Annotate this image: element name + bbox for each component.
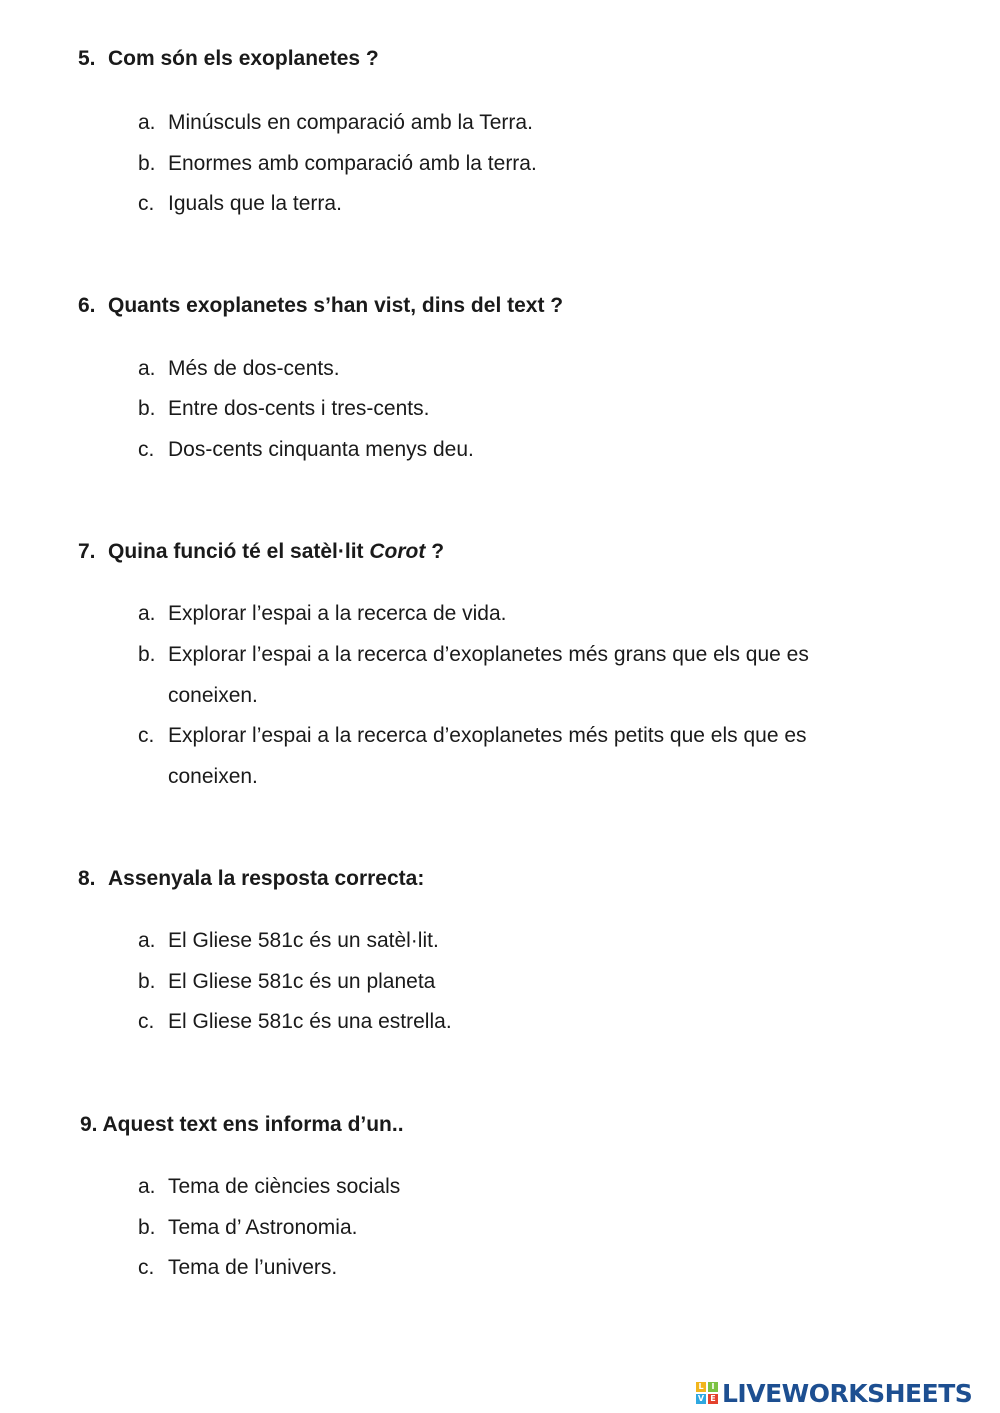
option-text: Explorar l’espai a la recerca de vida. (168, 602, 507, 625)
option-text: Tema d’ Astronomia. (168, 1216, 358, 1239)
question-text: Aquest text ens informa d’un.. (102, 1113, 404, 1136)
question-9-option-c[interactable] (138, 1248, 898, 1289)
option-text: Tema de ciències socials (168, 1175, 401, 1198)
option-text: Iguals que la terra. (168, 192, 342, 215)
logo-tile-v: V (697, 1394, 705, 1403)
option-text-continuation: coneixen. (168, 764, 258, 788)
option-letter: a. (138, 929, 156, 952)
option-letter: a. (138, 1175, 156, 1198)
question-8 (78, 867, 424, 891)
option-text: Enormes amb comparació amb la terra. (168, 152, 537, 175)
question-8-option-a[interactable] (138, 921, 898, 962)
question-text: Quina funció té el satèl·lit (108, 540, 370, 563)
option-letter: b. (138, 397, 156, 420)
question-6-option-c[interactable] (138, 430, 898, 471)
option-text: Entre dos-cents i tres-cents. (168, 397, 430, 420)
option-letter: c. (138, 438, 155, 461)
option-text: El Gliese 581c és un planeta (168, 970, 436, 993)
question-9 (80, 1113, 404, 1137)
option-text: Més de dos-cents. (168, 357, 340, 380)
option-letter: b. (138, 152, 156, 175)
question-number: 5. (78, 47, 96, 70)
question-9-option-b[interactable] (138, 1208, 898, 1249)
question-7-option-a[interactable] (138, 594, 898, 635)
option-letter: b. (138, 970, 156, 993)
question-5-option-a[interactable] (138, 103, 898, 144)
option-letter: c. (138, 1256, 155, 1279)
question-6 (78, 294, 563, 318)
option-letter: c. (138, 1010, 155, 1033)
question-6-option-b[interactable] (138, 389, 898, 430)
liveworksheets-logo-icon (696, 1382, 718, 1404)
question-5-option-c[interactable] (138, 184, 898, 225)
logo-tile-i: I (708, 1382, 718, 1392)
option-letter: a. (138, 602, 156, 625)
question-8-option-c[interactable] (138, 1002, 898, 1043)
option-letter: b. (138, 1216, 156, 1239)
option-letter: a. (138, 357, 156, 380)
question-7 (78, 540, 444, 564)
question-text-end: ? (425, 540, 445, 563)
option-text: Explorar l’espai a la recerca d’exoplanetes més petits que els que es (168, 724, 807, 747)
question-number: 6. (78, 294, 96, 317)
option-text: Tema de l’univers. (168, 1256, 338, 1279)
question-7-option-b[interactable] (138, 635, 898, 716)
question-text: Com són els exoplanetes ? (108, 47, 379, 70)
option-letter: b. (138, 643, 156, 666)
question-5-option-b[interactable] (138, 144, 898, 185)
question-number: 7. (78, 540, 96, 563)
option-text: Dos-cents cinquanta menys deu. (168, 438, 474, 461)
question-5 (78, 47, 379, 71)
option-letter: c. (138, 192, 155, 215)
option-text: Minúsculs en comparació amb la Terra. (168, 111, 533, 134)
liveworksheets-logo (696, 1374, 972, 1412)
logo-text: LIVEWORKSHEETS (722, 1378, 973, 1408)
logo-tile-l: L (696, 1382, 706, 1392)
question-text: Quants exoplanetes s’han vist, dins del text ? (108, 294, 564, 317)
satellite-name: Corot (369, 540, 426, 563)
question-8-option-b[interactable] (138, 962, 898, 1003)
option-letter: a. (138, 111, 156, 134)
logo-tile-e: E (708, 1394, 718, 1404)
option-text: El Gliese 581c és una estrella. (168, 1010, 452, 1033)
question-7-option-c[interactable] (138, 716, 898, 797)
option-text: Explorar l’espai a la recerca d’exoplanetes més grans que els que es (168, 643, 809, 666)
question-number: 8. (78, 867, 96, 890)
question-text: Assenyala la resposta correcta: (108, 867, 425, 890)
question-number: 9. (80, 1113, 98, 1136)
option-text-continuation: coneixen. (168, 683, 258, 707)
question-6-option-a[interactable] (138, 349, 898, 390)
option-letter: c. (138, 724, 155, 747)
option-text: El Gliese 581c és un satèl·lit. (168, 929, 439, 952)
question-9-option-a[interactable] (138, 1167, 898, 1208)
